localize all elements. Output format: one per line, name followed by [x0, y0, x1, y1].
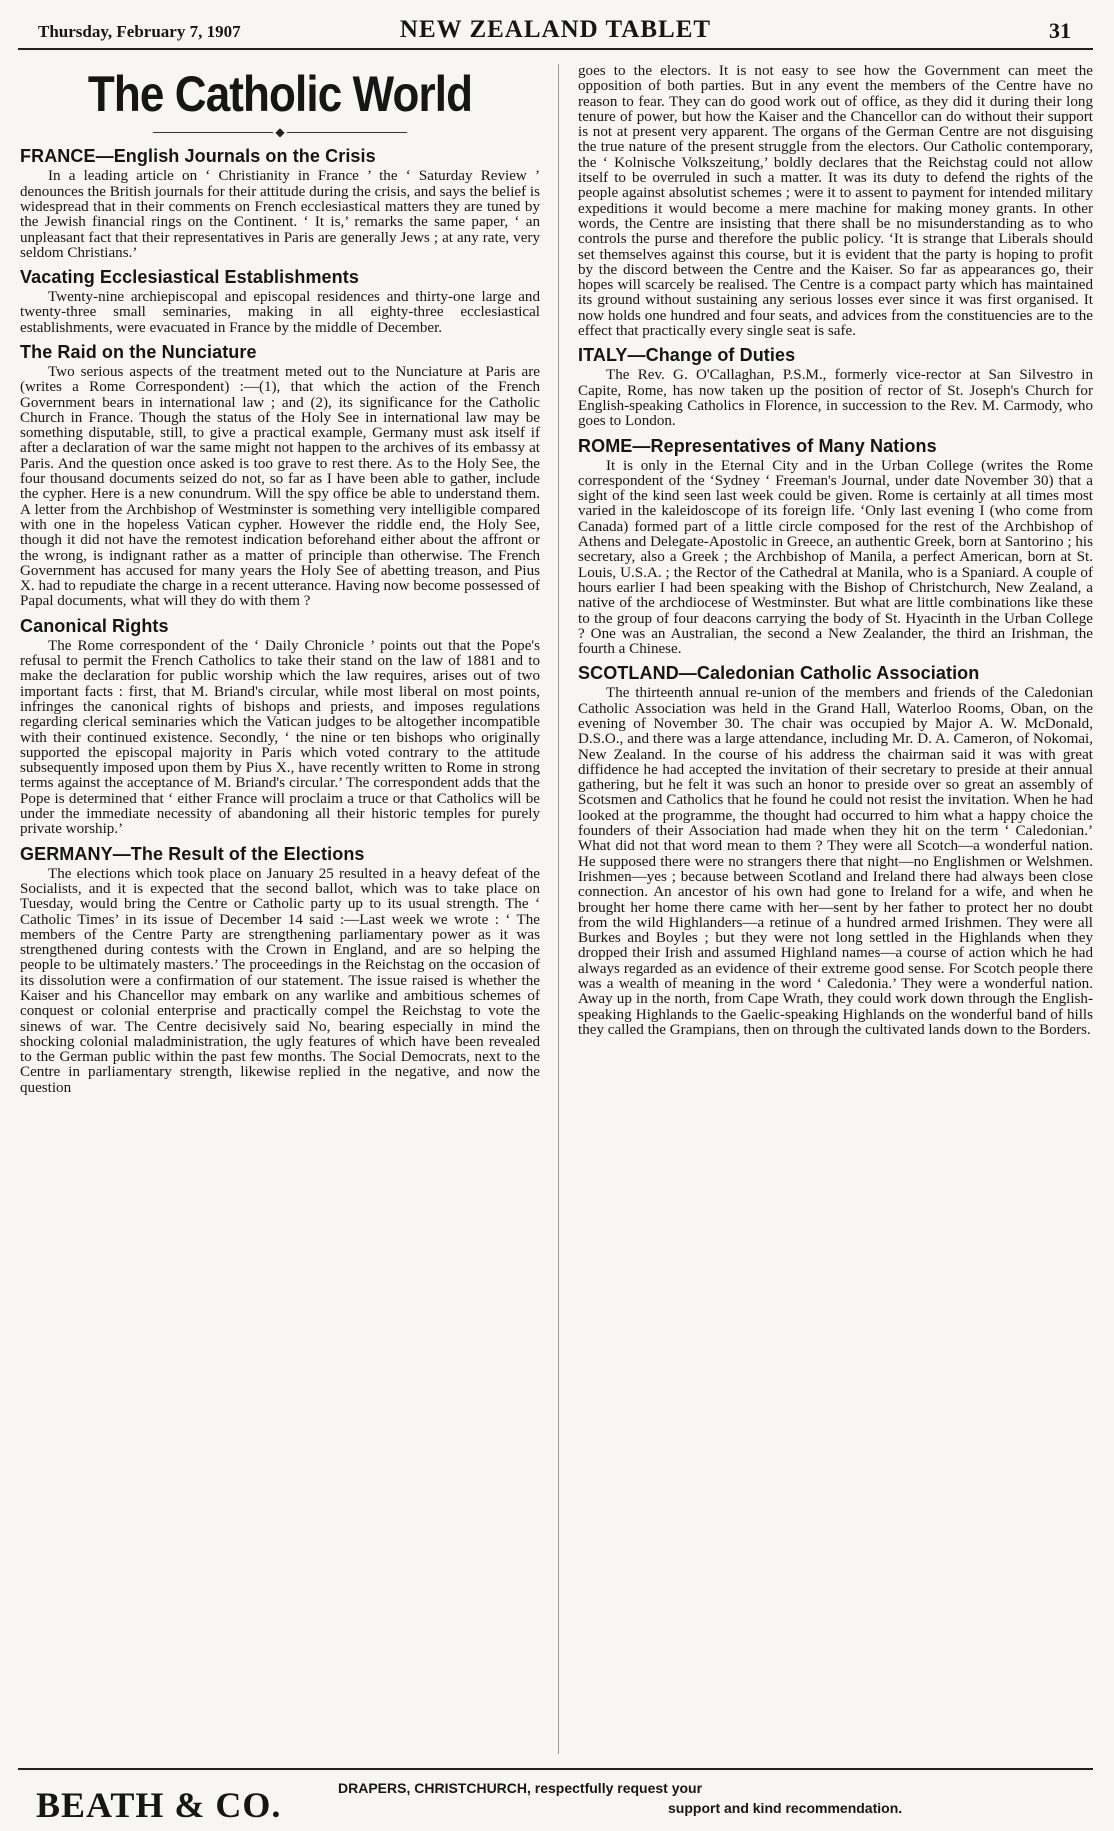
- section-heading-scotland: SCOTLAND—Caledonian Catholic Association: [578, 663, 980, 684]
- section-heading-germany: GERMANY—The Result of the Elections: [20, 843, 365, 864]
- section-heading-italy: ITALY—Change of Duties: [578, 345, 796, 366]
- advertisement-footer: [18, 1768, 1093, 1824]
- page-title: The Catholic World: [87, 66, 473, 122]
- section-heading-nunciature: The Raid on the Nunciature: [20, 342, 257, 362]
- advertiser-tagline-1: DRAPERS, CHRISTCHURCH, respectfully request your: [338, 1780, 703, 1796]
- advertiser-tagline-2: support and kind recommendation.: [668, 1800, 903, 1816]
- section-heading-vacating: Vacating Ecclesiastical Establishments: [20, 267, 359, 288]
- page-header: [18, 12, 1093, 50]
- paragraph: The thirteenth annual re-union of the members and friends of the Caledonian Catholic Association was held in the Grand Hall, Waterloo Rooms, Oban, on the evening of November 30. The chair was occupied by Major A. W. McDonald, D.S.O., and there was a large attendance, including Mr. D. A. Cameron, of Nokomai, New Zealand. In the course of his address the chairman said it was with great diffidence he had accepted the invitation of their secretary to preside at their annual gathering, but he felt it was such an honor to preside over so great an assembly of Scotsmen and Catholics that he found he could not resist the invitation. When he had looked at the programme, the thought had occurred to him what a happy choice the founders of their Association had made when they hit on the term ‘ Caledonian.’ What did not that word mean to them ? They were all Scotch—a wonderful nation. He supposed there were no strangers there that night—no Englishmen or Welshmen. Irishmen—yes ; because between Scotland and Ireland there had always been close connection. An ancestor of his own had gone to Ireland for a wife, and when he brought her home there came with her—sent by her father to protect her no doubt from the wild Highlanders—a retinue of a hundred armed Irishmen. They were all Burkes and Boyles ; but they were not long settled in the Highlands when they dropped their Irish and assumed Highland names—a course of action which he had always regarded as an evidence of their extreme good sense. For Scotch people there was a wealth of meaning in the word ‘ Caledonia.’ They were a wonderful nation. Away up in the north, from Cape Wrath, they could work down through the English-speaking Highlands to the Gaelic-speaking Highlands on the wonderful band of hills they called the Grampians, then on through the cultivated lands down to the Borders.: [578, 685, 1093, 1038]
- paragraph-germany-continued: goes to the electors. It is not easy to see how the Government can meet the opposition of both parties. But in any event the members of the Centre have no reason to fear. They can do good work out of office, as they did it during their long tenure of power, but how the Kaiser and the Chancellor can do without their support is not at present very apparent. The organs of the German Centre are not disguising the true nature of the present struggle from the electors. Our Catholic contemporary, the ‘ Kolnische Volkszeitung,’ boldly declares that the Reichstag could not allow itself to be overruled in such a matter. It was its duty to defend the rights of the people against absolutist schemes ; were it to assent to payment for intended military expeditions it would become a mere machine for making money grants. In other words, the Centre are insisting that there shall be no misunderstanding as to who controls the purse and therefore the public policy. ‘It is strange that Liberals should set themselves against this course, but it is evident that the party is hoping to profit by the discord between the Centre and the Kaiser. So far as appearances go, their hopes will scarcely be realised. The Centre is a compact party which has maintained its ground without sustaining any serious losses ever since it was first organised. It now holds one hundred and four seats, and advices from the constituencies are to the effect that practically every single seat is safe.: [578, 64, 1093, 340]
- column-left: [20, 64, 540, 1754]
- paragraph: In a leading article on ‘ Christianity in France ’ the ‘ Saturday Review ’ denounces the British journals for their attitude during the crisis, and says the belief is widespread that in their comments on French ecclesiastical matters they are tuned by the Jewish financial rings on the Continent. ‘ It is,’ remarks the same paper, ‘ an unpleasant fact that their representatives in Paris are generally Jews ; at any rate, very seldom Christians.’: [20, 168, 540, 261]
- title-ornament: ◆: [20, 124, 540, 140]
- paragraph: The Rev. G. O'Callaghan, P.S.M., formerly vice-rector at San Silvestro in Capite, Rome, has now taken up the position of rector of St. Joseph's Church for English-speaking Catholics in Florence, in succession to the Rev. M. Carmody, who goes to London.: [578, 367, 1093, 430]
- section-heading-rome: ROME—Representatives of Many Nations: [578, 435, 937, 456]
- column-divider: [558, 64, 559, 1754]
- column-right: [578, 64, 1093, 1754]
- paragraph: The Rome correspondent of the ‘ Daily Chronicle ’ points out that the Pope's refusal to permit the French Catholics to take their stand on the law of 1881 and to make the declaration for public worship which the law requires, arises out of two important facts : first, that M. Briand's circular, while most liberal on most points, infringes the canonical rights of bishops and priests, and imposes regulations regarding clerical seminaries which the Vatican judges to be altogether incompatible with their continued existence. Secondly, ‘ the nine or ten bishops who originally supported the episcopal majority in Paris which voted contrary to the attitude subsequently imposed upon them by Pius X., have recently written to Rome in strong terms against the acceptance of M. Briand's circular.’ The correspondent adds that the Pope is determined that ‘ either France will proclaim a truce or that Catholics will be under the immediate necessity of abandoning all their historic temples for purely private worship.’: [20, 637, 540, 838]
- advertiser-name: BEATH & CO.: [36, 1785, 282, 1825]
- page-number: 31: [1049, 18, 1071, 43]
- paragraph: Twenty-nine archiepiscopal and episcopal residences and thirty-one large and twenty-three small seminaries, making in all eighty-three ecclesiastical establishments, were evacuated in France by the middle of December.: [20, 289, 540, 336]
- masthead: NEW ZEALAND TABLET: [399, 16, 712, 43]
- paragraph: It is only in the Eternal City and in the Urban College (writes the Rome correspondent of the ‘Sydney ‘ Freeman's Journal, under date November 30) that a sight of the kind seen last week could be given. Rome is certainly at all times most varied in the kaleidoscope of its foreign life. ‘Only last evening I (who come from Canada) formed part of a little circle composed for the rest of the Archbishop of Athens and Delegate-Apostolic in Greece, an authentic Greek, born at Santorino ; his secretary, also a Greek ; the Archbishop of Manila, a perfect American, born at St. Louis, U.S.A. ; the Rector of the Cathedral at Manila, who is a Spaniard. A couple of hours earlier I had been speaking with the Bishop of Christchurch, New Zealand, a native of the archdiocese of Westminster. But what are little combinations like these to the group of four deacons carrying the body of St. Hyacinth in the Urban College ? One was an Australian, the second a New Zealander, the third an Irishman, the fourth a Chinese.: [578, 457, 1093, 658]
- paragraph-germany: The elections which took place on January 25 resulted in a heavy defeat of the Socialists, and it is expected that the second ballot, which was to take place on Tuesday, would bring the Centre or Catholic party up to its usual strength. The ‘ Catholic Times’ in its issue of December 14 said :—Last week we wrote : ‘ The members of the Centre Party are strengthening parliamentary power as it was strengthened during contests with the Crown in England, and are so helping the people to be ultimately masters.’ The proceedings in the Reichstag on the occasion of its dissolution were a confirmation of our statement. The issue raised is whether the Kaiser and his Chancellor may embark on any warlike and ambitious schemes of conquest or colonial enterprise and practically compel the Reichstag to vote the sinews of war. The Centre decisively said No, bearing especially in mind the shocking colonial maladministration, the ugly features of which have been revealed to the German public within the past few months. The Social Democrats, next to the Centre in parliamentary strength, likewise replied in the negative, and now the question: [20, 865, 540, 1096]
- section-heading-canonical: Canonical Rights: [20, 615, 169, 636]
- issue-date: Thursday, February 7, 1907: [38, 22, 241, 41]
- paragraph: Two serious aspects of the treatment meted out to the Nunciature at Paris are (writes a Rome Correspondent) :—(1), that which the action of the French Government bears in international law ; and (2), its significance for the Catholic Church in France. Though the status of the Holy See in international law may be something disputable, still, to give a practical example, Germany must ask itself if after a declaration of war the same might not happen to the archives of its embassy at Paris. And the question once asked is too grave to rest there. As to the Holy See, the four thousand documents seized do not, so far as I have been able to gather, include the cypher. Here is a new conundrum. Will the spy office be able to understand them. A letter from the Archbishop of Westminster is something very intelligible compared with one in the hopeless Vatican cypher. However the riddle end, the Holy See, though it did not have the remotest indication beforehand either about the affront or the wrong, is indignant rather as a matter of principle than otherwise. The French Government has accused for many years the Holy See of abetting treason, and Pius X. had to repudiate the charge in a recent utterance. Having now become possessed of Papal documents, what will they do with them ?: [20, 364, 540, 610]
- section-heading-france: FRANCE—English Journals on the Crisis: [20, 146, 376, 167]
